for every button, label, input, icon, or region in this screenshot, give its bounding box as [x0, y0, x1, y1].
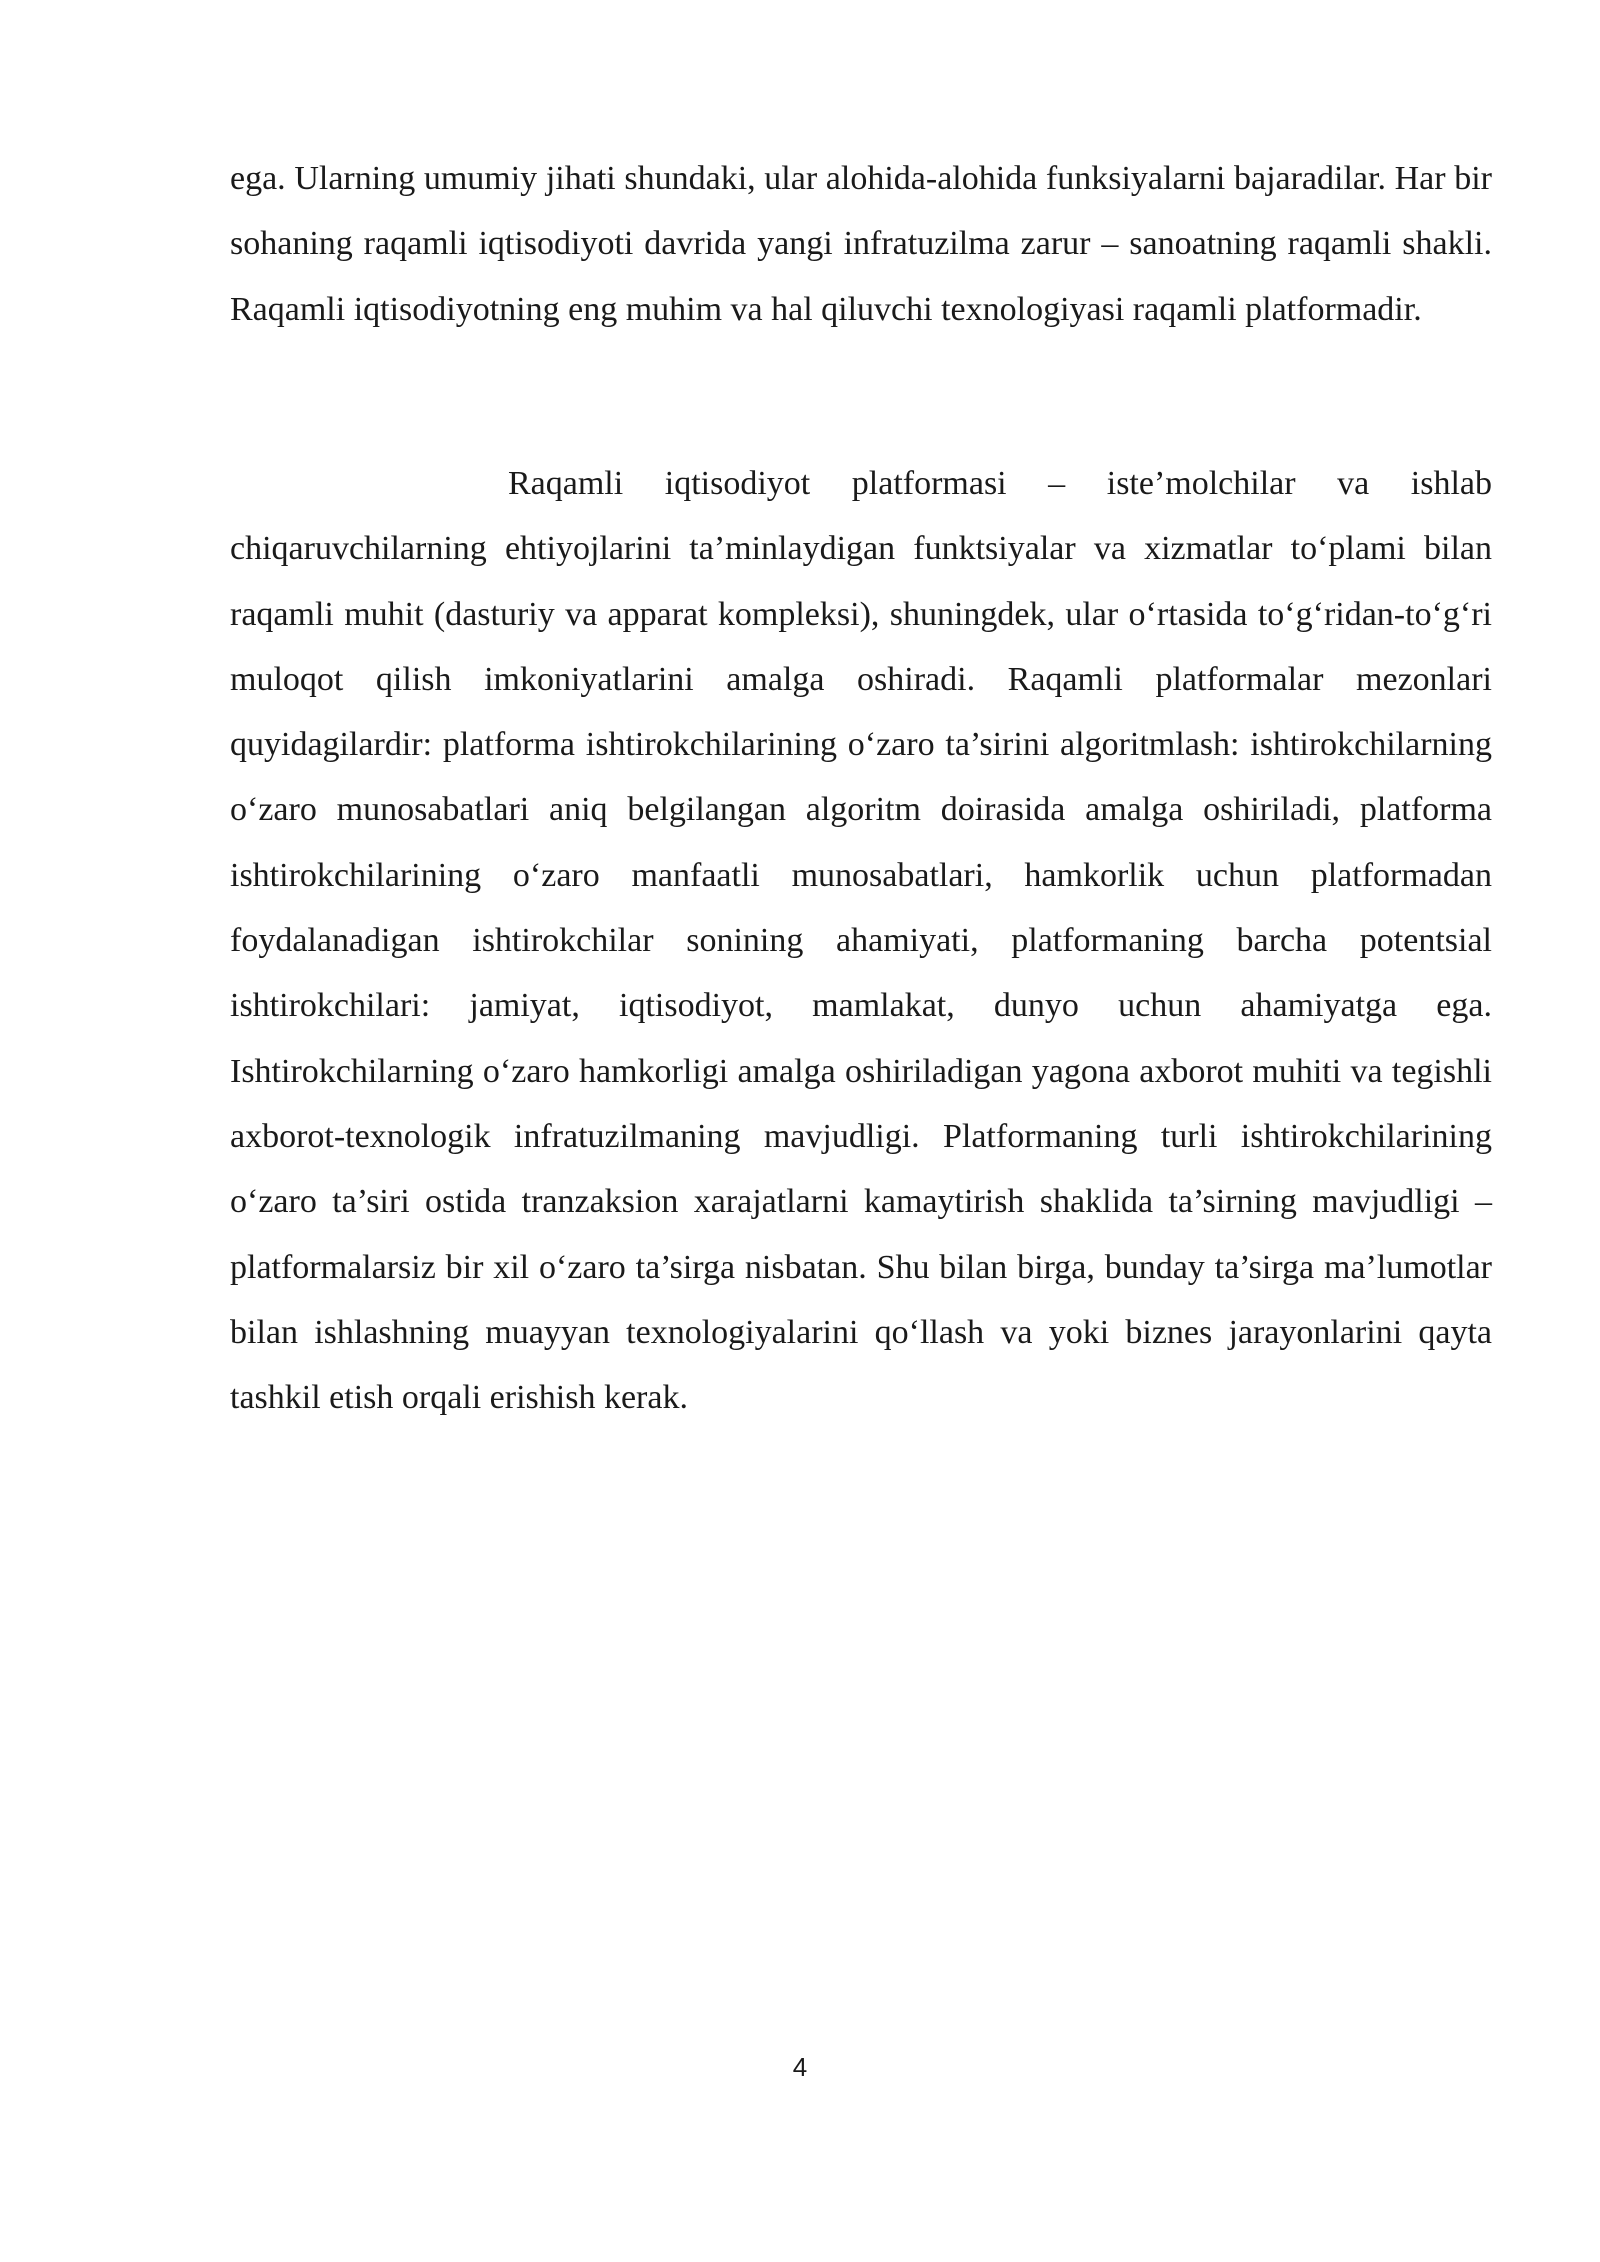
- body-paragraph: Raqamli iqtisodiyot platformasi – iste’molchilar va ishlab chiqaruvchilarning ehtiyojlarini ta’minlaydigan funktsiyalar va xizmatlar to‘plami bilan raqamli muhit (dasturiy va apparat kompleksi), shuningdek, ular o‘rtasida to‘g‘ridan-to‘g‘ri muloqot qilish imkoniyatlarini amalga oshiradi. Raqamli platformalar mezonlari quyidagilardir: platforma ishtirokchilarining o‘zaro ta’sirini algoritmlash: ishtirokchilarning o‘zaro munosabatlari aniq belgilangan algoritm doirasida amalga oshiriladi, platforma ishtirokchilarining o‘zaro manfaatli munosabatlari, hamkorlik uchun platformadan foydalanadigan ishtirokchilar sonining ahamiyati, platformaning barcha potentsial ishtirokchilari: jamiyat, iqtisodiyot, mamlakat, dunyo uchun ahamiyatga ega. Ishtirokchilarning o‘zaro hamkorligi amalga oshiriladigan yagona axborot muhiti va tegishli axborot-texnologik infratuzilmaning mavjudligi. Platformaning turli ishtirokchilarining o‘zaro ta’siri ostida tranzaksion xarajatlarni kamaytirish shaklida ta’sirning mavjudligi – platformalarsiz bir xil o‘zaro ta’sirga nisbatan. Shu bilan birga, bunday ta’sirga ma’lumotlar bilan ishlashning muayyan texnologiyalarini qo‘llash va yoki biznes jarayonlarini qayta tashkil etish orqali erishish kerak.: [230, 465, 1492, 1417]
- page-number: 4: [792, 2052, 808, 2082]
- body-paragraph: ega. Ularning umumiy jihati shundaki, ular alohida-alohida funksiyalarni bajaradilar. Har bir sohaning raqamli iqtisodiyoti davrida yangi infratuzilma zarur – sanoatning raqamli shakli. Raqamli iqtisodiyotning eng muhim va hal qiluvchi texnologiyasi raqamli platformadir.: [230, 160, 1492, 328]
